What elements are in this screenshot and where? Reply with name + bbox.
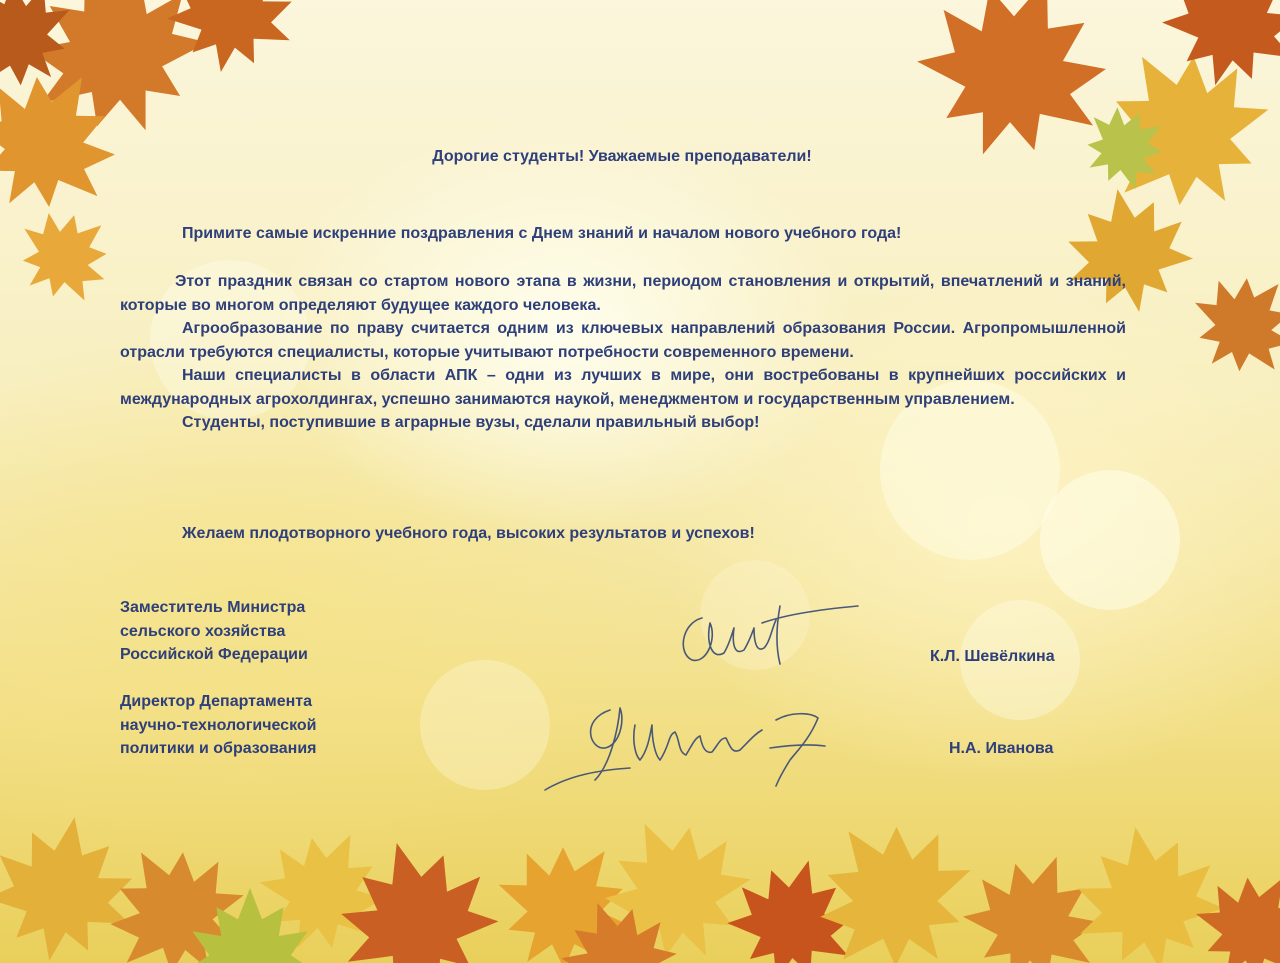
signatory-title-line: Российской Федерации bbox=[120, 646, 308, 663]
letter-body bbox=[120, 270, 1126, 435]
signatory-title-line: сельского хозяйства bbox=[120, 622, 286, 640]
signatory-title bbox=[120, 690, 317, 761]
handwritten-signature bbox=[672, 598, 862, 673]
handwritten-signature bbox=[540, 690, 840, 800]
signatory-name: Н.А. Иванова bbox=[949, 740, 1054, 757]
signatory-title-line: Директор Департамента bbox=[120, 693, 313, 710]
letter-greeting: Дорогие студенты! Уважаемые преподаватели! bbox=[432, 148, 812, 165]
signatory-name: К.Л. Шевёлкина bbox=[930, 648, 1055, 665]
letter-paragraph: Студенты, поступившие в аграрные вузы, сделали правильный выбор! bbox=[182, 414, 760, 431]
letter-paragraph: Наши специалисты в области АПК – одни из лучших в мире, они востребованы в крупнейших российских и международных агрохолдингах, успешно занимаются наукой, менеджментом и государственным управлением. bbox=[120, 367, 1126, 408]
signatory-title-line: политики и образования bbox=[120, 740, 317, 757]
signatory-title-line: Заместитель Министра bbox=[120, 599, 306, 616]
maple-leaf-icon bbox=[0, 787, 1280, 963]
signatory-title-line: научно-технологической bbox=[120, 716, 317, 734]
letter-paragraph: Этот праздник связан со стартом нового этапа в жизни, периодом становления и открытий, впечатлений и знаний, которые во многом определяют будущее каждого человека. bbox=[120, 273, 1126, 314]
letter-congratulations: Примите самые искренние поздравления с Днем знаний и началом нового учебного года! bbox=[182, 225, 902, 242]
letter-wish: Желаем плодотворного учебного года, высоких результатов и успехов! bbox=[182, 525, 755, 542]
letter-paragraph: Агрообразование по праву считается одним из ключевых направлений образования России. Агропромышленной отрасли требуются специалисты, которые учитывают потребности современного времени. bbox=[120, 320, 1126, 361]
signatory-title bbox=[120, 596, 308, 667]
